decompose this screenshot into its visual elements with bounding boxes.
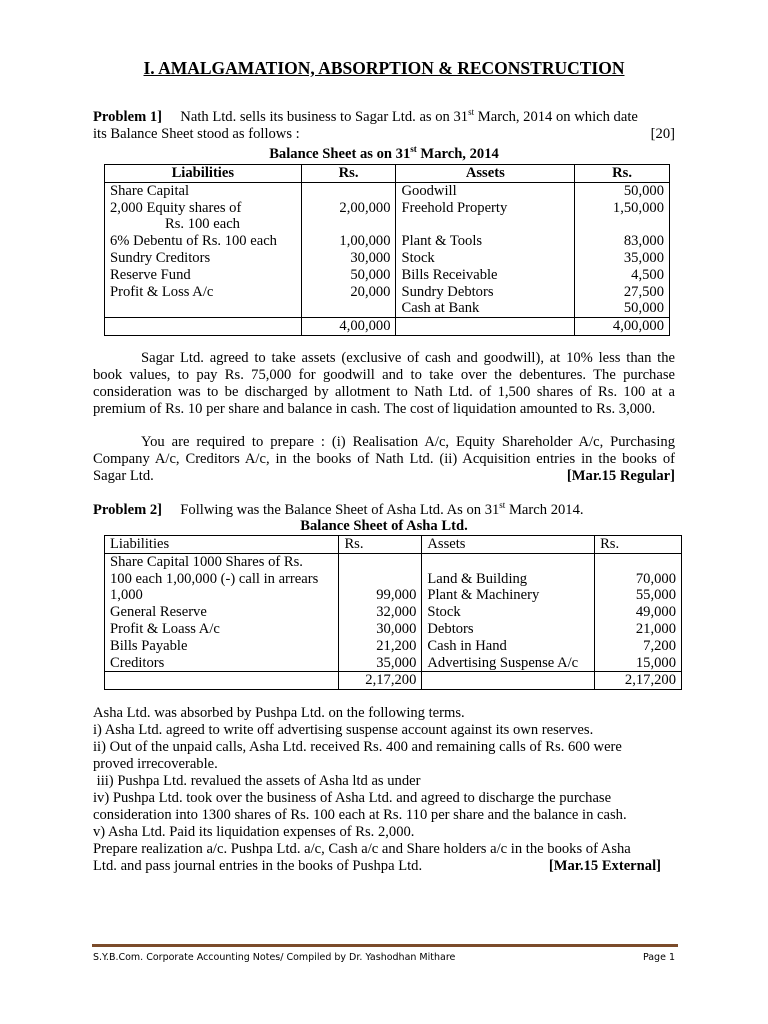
problem1-body-1: Sagar Ltd. agreed to take assets (exclusive of cash and goodwill), at 10% less than the book values, to pay Rs. 75,000 for goodwill and to take over the debentures. The purchase consideration was to be discharged by allotment to Nath Ltd. of 1,500 shares of Rs. 100 at a premium of Rs. 10 per share and balance in cash. The cost of liquidation amounted to Rs. 3,000. [93,350,675,417]
table-row [105,233,670,250]
table-cell: 70,000 [595,571,682,588]
table-cell: Cash in Hand [422,638,595,655]
table-cell: 35,000 [339,655,422,672]
table-row [105,267,670,284]
table-cell: 1,00,000 [301,233,396,250]
table-cell: 99,000 [339,587,422,604]
table-row [105,571,682,588]
col-liabilities: Liabilities [105,165,302,183]
table-row [105,284,670,301]
table-row [105,300,670,317]
table-row [105,250,670,267]
table-cell [339,571,422,588]
table-cell [105,300,302,317]
table-cell: 30,000 [301,250,396,267]
table-cell: Share Capital [105,182,302,199]
table-cell: 100 each 1,00,000 (-) call in arrears [105,571,339,588]
table-cell: Rs. 100 each [105,216,302,233]
table-cell: Bills Receivable [396,267,575,284]
table-cell [422,553,595,570]
table-cell: Sundry Creditors [105,250,302,267]
table-cell: 55,000 [595,587,682,604]
table-cell: Freehold Property [396,200,575,217]
table-cell: Profit & Loass A/c [105,621,339,638]
problem2-table-title: Balance Sheet of Asha Ltd. [300,518,468,534]
table-cell: Plant & Tools [396,233,575,250]
total-liabilities: 4,00,000 [301,318,396,336]
table-cell [105,672,339,690]
footer-credit: S.Y.B.Com. Corporate Accounting Notes/ Compiled by Dr. Yashodhan Mithare [93,952,456,963]
table-cell [396,318,575,336]
table-row [105,182,670,199]
table-cell: 4,500 [575,267,670,284]
total-liabilities: 2,17,200 [339,672,422,690]
table-cell: 50,000 [575,182,670,199]
table-row [105,604,682,621]
table-cell: 7,200 [595,638,682,655]
page-number: Page 1 [642,952,675,963]
problem1-intro: Problem 1] Nath Ltd. sells its business to Sagar Ltd. as on 31st March, 2014 on which date its Balance Sheet stood as follows : [20] [93,107,675,142]
col-rs: Rs. [301,165,396,183]
problem1-marks: [20] [650,126,675,142]
table-cell: 1,50,000 [575,200,670,217]
table-cell [575,216,670,233]
col-rs: Rs. [595,536,682,554]
table-cell: Reserve Fund [105,267,302,284]
table-cell: 6% Debentu of Rs. 100 each [105,233,302,250]
table-row [105,638,682,655]
table-row [105,621,682,638]
col-liabilities: Liabilities [105,536,339,554]
table-cell: 21,200 [339,638,422,655]
problem2-tag: [Mar.15 External] [548,858,661,874]
table-cell: Plant & Machinery [422,587,595,604]
table-cell: 2,00,000 [301,200,396,217]
table-cell: Creditors [105,655,339,672]
table-cell [339,553,422,570]
table-cell: Cash at Bank [396,300,575,317]
table-cell: 32,000 [339,604,422,621]
table-cell: 27,500 [575,284,670,301]
table-row [105,216,670,233]
table-cell: Advertising Suspense A/c [422,655,595,672]
table-cell: Stock [422,604,595,621]
table-cell [301,300,396,317]
table-cell: 1,000 [105,587,339,604]
problem1-body-2: You are required to prepare : (i) Realisation A/c, Equity Shareholder A/c, Purchasing Company A/c, Creditors A/c, in the books of Nath Ltd. (ii) Acquisition entries in the books of Sagar Ltd. [Mar.15 Regular] [93,434,675,484]
table-cell: 83,000 [575,233,670,250]
table-cell: Debtors [422,621,595,638]
table-cell [595,553,682,570]
table-cell [301,216,396,233]
table-header-row [105,165,670,183]
table-cell: 30,000 [339,621,422,638]
table-cell: 35,000 [575,250,670,267]
table-row [105,587,682,604]
table-row [105,655,682,672]
table-cell: 2,000 Equity shares of [105,200,302,217]
table-cell [422,672,595,690]
table-cell: 20,000 [301,284,396,301]
col-rs: Rs. [575,165,670,183]
col-rs: Rs. [339,536,422,554]
table-cell: Goodwill [396,182,575,199]
table-header-row [105,536,682,554]
table-cell: General Reserve [105,604,339,621]
problem2-balance-sheet [104,535,682,690]
total-assets: 2,17,200 [595,672,682,690]
table-cell: 50,000 [575,300,670,317]
table-cell [105,318,302,336]
total-assets: 4,00,000 [575,318,670,336]
table-cell: Stock [396,250,575,267]
table-cell: Profit & Loss A/c [105,284,302,301]
footer-divider [92,944,678,947]
total-row [105,672,682,690]
table-cell [301,182,396,199]
table-cell: Bills Payable [105,638,339,655]
problem2-terms: Asha Ltd. was absorbed by Pushpa Ltd. on the following terms. i) Asha Ltd. agreed to write off advertising suspense account against its own reserves. ii) Out of the unpaid calls, Asha Ltd. received Rs. 400 and remaining calls of Rs. 600 were proved irrecoverable. iii) Pushpa Ltd. revalued the assets of Asha ltd as under iv) Pushpa Ltd. took over the business of Asha Ltd. and agreed to discharge the purchase consideration into 1300 shares of Rs. 100 each at Rs. 110 per share and the balance in cash. v) Asha Ltd. Paid its liquidation expenses of Rs. 2,000. Prepare realization a/c. Pushpa Ltd. a/c, Cash a/c and Share holders a/c in the books of Asha Ltd. and pass journal entries in the books of Pushpa Ltd. [Mar.15 External] [93,705,661,874]
table-cell: 50,000 [301,267,396,284]
table-row [105,200,670,217]
page-title: I. AMALGAMATION, ABSORPTION & RECONSTRUCTION [143,58,625,78]
table-cell: 49,000 [595,604,682,621]
total-row [105,318,670,336]
problem2-intro: Problem 2] Follwing was the Balance Sheet of Asha Ltd. As on 31st March 2014. [93,500,584,518]
problem1-tag: [Mar.15 Regular] [566,468,675,484]
table-cell: Land & Building [422,571,595,588]
col-assets: Assets [422,536,595,554]
table-cell: 15,000 [595,655,682,672]
problem1-table-title: Balance Sheet as on 31st March, 2014 [269,144,499,162]
table-cell: 21,000 [595,621,682,638]
problem1-balance-sheet [104,164,670,336]
table-cell [396,216,575,233]
table-row [105,553,682,570]
table-cell: Sundry Debtors [396,284,575,301]
col-assets: Assets [396,165,575,183]
table-cell: Share Capital 1000 Shares of Rs. [105,553,339,570]
